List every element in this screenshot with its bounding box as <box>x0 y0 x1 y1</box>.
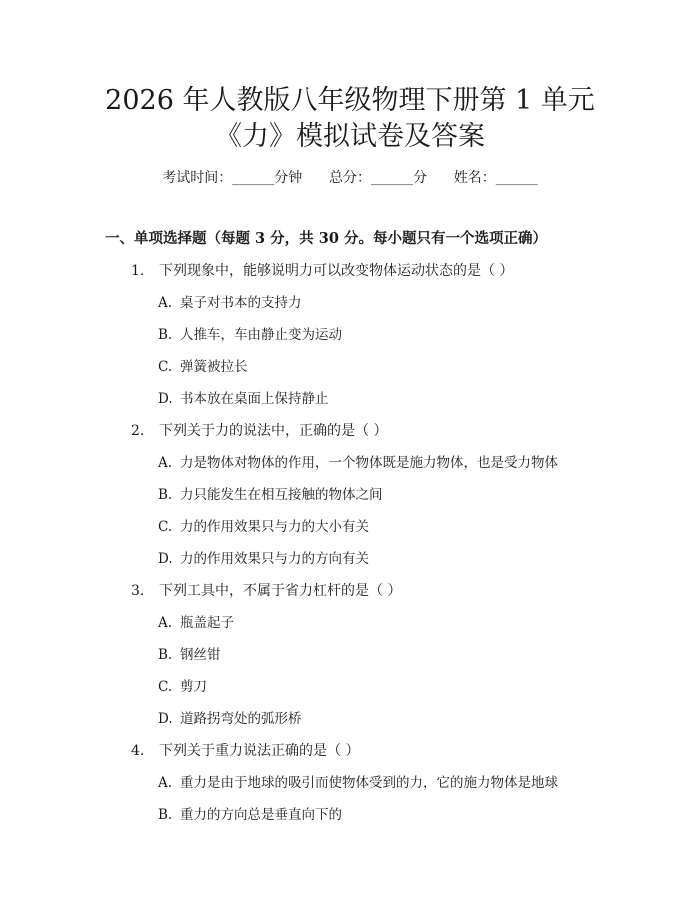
option-label: B. <box>158 647 173 663</box>
option-label: D. <box>158 551 173 567</box>
option-text: 力是物体对物体的作用，一个物体既是施力物体，也是受力物体 <box>180 455 558 471</box>
title-line-1: 2026 年人教版八年级物理下册第 1 单元 <box>105 85 595 116</box>
section-heading: 一、单项选择题（每题 3 分，共 30 分。每小题只有一个选项正确） <box>105 230 547 247</box>
option <box>158 517 369 537</box>
option-text: 力只能发生在相互接触的物体之间 <box>180 487 383 503</box>
option-text: 道路拐弯处的弧形桥 <box>180 711 302 727</box>
option-text: 重力是由于地球的吸引而使物体受到的力，它的施力物体是地球 <box>180 775 558 791</box>
option-label: B. <box>158 327 173 343</box>
option-label: A. <box>158 455 173 471</box>
option-text: 弹簧被拉长 <box>180 359 248 375</box>
option <box>158 805 342 825</box>
exam-score: 总分：______分 <box>329 170 427 186</box>
option-label: A. <box>158 775 173 791</box>
option-text: 桌子对书本的支持力 <box>180 295 302 311</box>
question-number: 2. <box>131 423 145 439</box>
option <box>158 389 329 409</box>
option-text: 人推车，车由静止变为运动 <box>180 327 342 343</box>
title-line-2: 《力》模拟试卷及答案 <box>215 121 485 152</box>
question <box>131 261 513 281</box>
option <box>158 613 234 633</box>
option-label: C. <box>158 519 173 535</box>
option-text: 力的作用效果只与力的大小有关 <box>180 519 369 535</box>
option <box>158 453 558 473</box>
question-text: 下列工具中，不属于省力杠杆的是（ ） <box>159 583 402 599</box>
option-text: 剪刀 <box>180 679 207 695</box>
option-label: D. <box>158 711 173 727</box>
option <box>158 645 221 665</box>
option-label: A. <box>158 295 173 311</box>
option <box>158 485 383 505</box>
question-text: 下列现象中，能够说明力可以改变物体运动状态的是（ ） <box>159 263 514 279</box>
option-label: C. <box>158 359 173 375</box>
option <box>158 357 248 377</box>
option <box>158 293 302 313</box>
option-label: B. <box>158 487 173 503</box>
option-text: 重力的方向总是垂直向下的 <box>180 807 342 823</box>
question-number: 3. <box>131 583 145 599</box>
option <box>158 549 369 569</box>
question-text: 下列关于力的说法中，正确的是（ ） <box>159 423 388 439</box>
question-text: 下列关于重力说法正确的是（ ） <box>159 743 360 759</box>
option-text: 力的作用效果只与力的方向有关 <box>180 551 369 567</box>
option <box>158 677 207 697</box>
exam-info <box>0 168 700 188</box>
question <box>131 581 401 601</box>
option-text: 钢丝钳 <box>180 647 221 663</box>
option-text: 书本放在桌面上保持静止 <box>180 391 329 407</box>
option-text: 瓶盖起子 <box>180 615 234 631</box>
option <box>158 709 302 729</box>
option-label: A. <box>158 615 173 631</box>
option-label: B. <box>158 807 173 823</box>
question-number: 1. <box>131 263 145 279</box>
exam-time: 考试时间：______分钟 <box>162 170 303 186</box>
option <box>158 773 558 793</box>
option-label: C. <box>158 679 173 695</box>
question-number: 4. <box>131 743 145 759</box>
option-label: D. <box>158 391 173 407</box>
option <box>158 325 342 345</box>
question <box>131 421 387 441</box>
question <box>131 741 359 761</box>
exam-name: 姓名：______ <box>453 170 538 186</box>
